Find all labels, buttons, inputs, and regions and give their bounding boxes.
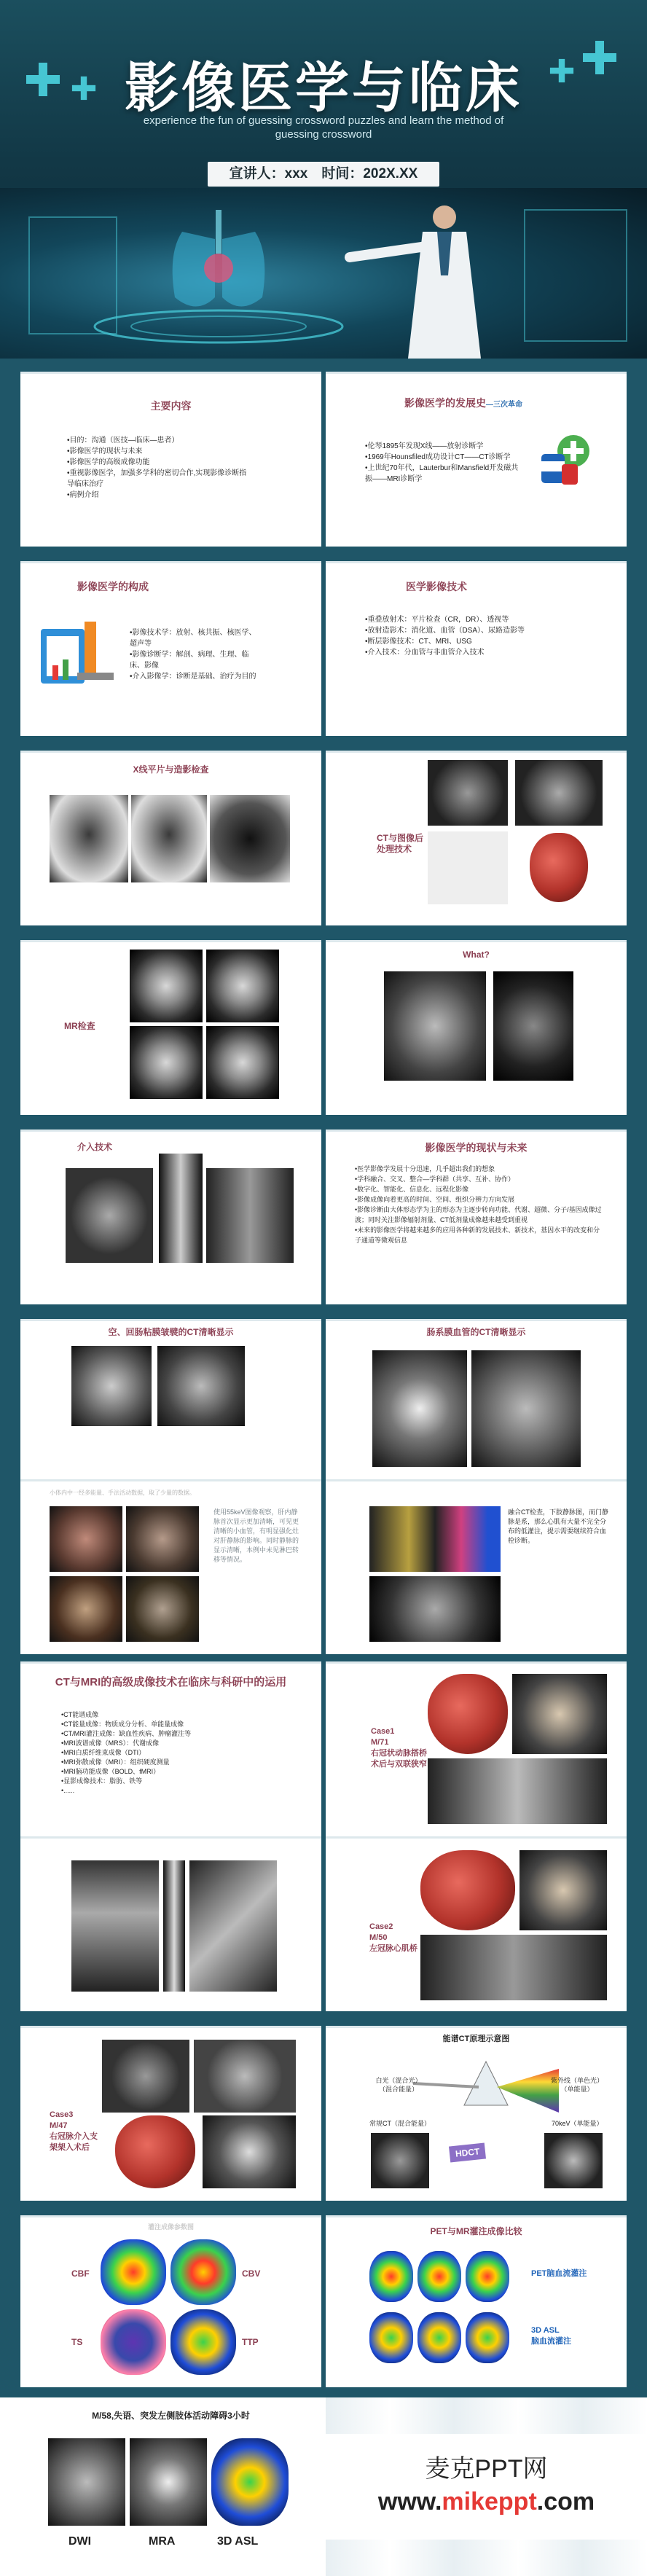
- image-label: DWI: [68, 2535, 92, 2548]
- hologram-scene-image: [0, 188, 647, 359]
- slide-title: 医学影像技术: [406, 581, 467, 592]
- vessel-image: [206, 1168, 294, 1263]
- list-item: •重视影像医学，加强多学科的密切合作,实现影像诊断指导临床治疗: [67, 469, 247, 488]
- slide-case2: [326, 1836, 627, 2011]
- slide-caption: 灌注成像参数图: [147, 2223, 194, 2231]
- ct-liver-image: [50, 1576, 122, 1642]
- coronal-mri-image: [384, 971, 486, 1081]
- ct-heart-image: [194, 2040, 296, 2113]
- list-item: •CT能量成像：物质成分分析、单能量成像: [61, 1720, 184, 1728]
- ct-heart-image: [420, 1935, 607, 2000]
- perfusion-map-image: [170, 2239, 236, 2305]
- slide-ct-mesentery: [326, 1319, 627, 1494]
- hdct-label: HDCT: [449, 2142, 486, 2162]
- pet-image: [466, 2251, 509, 2302]
- slide-xray: [20, 751, 321, 925]
- list-item: •MRI脑功能成像（BOLD、fMRI）: [61, 1768, 160, 1775]
- cover-subtitle: experience the fun of guessing crossword puzzles and learn the method of guessing crossword: [143, 114, 504, 141]
- slide-case3: [20, 2026, 321, 2201]
- list-item: •断层影像技术：CT、MRI、USG: [365, 638, 472, 646]
- composition-list: [130, 627, 261, 682]
- slide-title: PET与MR灌注成像比较: [430, 2226, 522, 2236]
- ct-brain-image: [371, 2133, 429, 2188]
- slide-pet-mr: [326, 2215, 627, 2387]
- ct-3d-image: [428, 831, 508, 904]
- kev-description: 使用55keV图像观察，肝内静脉首次显示更加清晰，可见更清晰的小血管，有明显强化灶对肝静脉的影响。同时静脉的显示清晰，本例中未见淋巴转移等情况。: [213, 1508, 299, 1563]
- fusion-description: 融合CT检查，下肢静脉图，而门静脉是系，那么心肌有大量不完全分布的低灌注，提示需要继续符合血栓诊断。: [508, 1508, 608, 1544]
- list-item: •影像诊断学：解剖、病理、生理、临床、影像: [130, 651, 249, 670]
- stent-image: [159, 1154, 203, 1263]
- ct-chest-image: [515, 760, 603, 826]
- brand-name: 麦克PPT网: [425, 2455, 548, 2483]
- list-item: •学科融合、交叉、整合—学科群（共享、互补、协作）: [355, 1175, 515, 1183]
- perfusion-label: TTP: [242, 2337, 259, 2347]
- slide-title: 能谱CT原理示意图: [442, 2035, 510, 2043]
- slide-status: [326, 1130, 627, 1304]
- brand-url[interactable]: www.mikeppt.com: [377, 2488, 595, 2516]
- list-item: •MRI波谱成像（MRS）：代谢成像: [61, 1739, 160, 1747]
- coronary-image: [519, 1850, 607, 1930]
- heart-3d-image: [420, 1850, 515, 1930]
- list-item: •影像技术学：放射、核共振、核医学、超声等: [130, 629, 256, 648]
- brand-area: [326, 2397, 647, 2576]
- ct-slices-image: [71, 1860, 159, 1992]
- slide-tech: [326, 561, 627, 736]
- decor-stripe: [326, 2397, 647, 2434]
- list-item: •未来的影像医学将越来越多的应用各种新的发展技术、新技术，基因水平的改变和分子通道等微观信息: [355, 1226, 600, 1244]
- image-label: MRA: [149, 2535, 176, 2548]
- brain-mri-image: [130, 1026, 203, 1099]
- slide-ct-post: [326, 751, 627, 925]
- ct-abdomen-image: [71, 1346, 152, 1426]
- ct-liver-image: [126, 1506, 199, 1572]
- slide-title: 影像医学的现状与未来: [425, 1142, 528, 1154]
- slide-history: [326, 372, 627, 547]
- list-item: •放射造影术：消化道、血管（DSA）、尿路造影等: [365, 627, 525, 635]
- status-list: [355, 1164, 603, 1245]
- slide-title: 介入技术: [77, 1142, 113, 1152]
- chest-xray-image: [131, 795, 207, 882]
- footer: [0, 2397, 647, 2576]
- image-label: 3D ASL: [217, 2535, 259, 2548]
- list-item: •1969年Hounsfiled成功设计CT——CT诊断学: [365, 453, 511, 461]
- ct-chest-image: [369, 1576, 501, 1642]
- perfusion-map-image: [101, 2239, 166, 2305]
- chest-xray-image: [50, 795, 128, 882]
- ct-liver-image: [126, 1576, 199, 1642]
- list-item: •上世纪70年代，Lauterbur和Mansfield开发磁共振——MRI诊断学: [365, 464, 519, 483]
- slide-title: CT与MRI的高级成像技术在临床与科研中的运用: [55, 1676, 287, 1688]
- slide-energy: [326, 2026, 627, 2201]
- perfusion-map-image: [170, 2309, 236, 2375]
- brain-mri-image: [206, 1026, 279, 1099]
- pet-label: PET脑血流灌注: [531, 2269, 587, 2278]
- list-item: •病例介绍: [67, 491, 99, 499]
- slide-mr: [20, 940, 321, 1115]
- list-item: •影像诊断由大体形态学为主的形态为主逐步转向功能、代谢、超微、分子/基因成像过渡；同时关注影像辐射剂量、CT低剂量成像越来越受到重视: [355, 1206, 602, 1224]
- list-item: •显影成像技术：脂肪、铁等: [61, 1777, 143, 1785]
- slide-what: [326, 940, 627, 1115]
- slide-title: 空、回肠粘膜皱襞的CT清晰显示: [108, 1327, 234, 1337]
- case-label: Case3 M/47 右冠脉介入支架架入术后: [50, 2110, 98, 2152]
- heart-3d-image: [530, 833, 588, 902]
- perfusion-label: TS: [71, 2337, 83, 2347]
- ct-abdomen-image: [471, 1350, 581, 1467]
- slide-title: 影像医学的构成: [77, 581, 149, 592]
- advanced-list: [61, 1710, 280, 1796]
- list-item: •医学影像学发展十分迅速，几乎超出我们的想象: [355, 1165, 495, 1172]
- perfusion-label: CBF: [71, 2268, 90, 2279]
- slide-fusion: [326, 1479, 627, 1654]
- case-label: Case1 M/71 右冠状动脉搭桥术后与双联狭窄: [371, 1727, 427, 1769]
- case-label: Case2 M/50 左冠脉心肌桥: [369, 1922, 417, 1953]
- asl-image: [369, 2312, 413, 2363]
- list-item: •介入技术：分血管与非血管介入技术: [365, 649, 485, 657]
- asl-image: [466, 2312, 509, 2363]
- lab-illustration-icon: [34, 614, 121, 694]
- vessel-3d-image: [372, 1350, 467, 1467]
- list-item: •MRI白质纤维束成像（DTI）: [61, 1749, 146, 1756]
- coronary-cpr-image: [428, 1758, 607, 1824]
- list-item: •影像医学的现状与未来: [67, 447, 143, 455]
- slide-intervention: [20, 1130, 321, 1304]
- slide-case-final: [20, 2397, 321, 2576]
- slide-case1: [326, 1661, 627, 1836]
- brain-mri-image: [130, 950, 203, 1022]
- perfusion-map-image: [101, 2309, 166, 2375]
- brain-mri-image: [206, 950, 279, 1022]
- slide-perfusion: [20, 2215, 321, 2387]
- stent-image: [163, 1860, 185, 1992]
- ct-chest-image: [428, 760, 508, 826]
- sagittal-mri-image: [493, 971, 573, 1081]
- slide-coronary-cpr: [20, 1836, 321, 2011]
- slide-kev: [20, 1479, 321, 1654]
- heart-3d-image: [115, 2115, 195, 2188]
- list-item: •MRI弥散成像（MRI）：组织硬度测量: [61, 1758, 170, 1766]
- ct-aorta-image: [66, 1168, 153, 1263]
- list-item: •......: [61, 1787, 75, 1794]
- list-item: •CT能谱成像: [61, 1711, 99, 1718]
- cover-banner: [0, 0, 647, 359]
- energy-label: 常规CT（混合能量）: [369, 2120, 431, 2127]
- slide-title: What?: [463, 950, 490, 960]
- dwi-image: [48, 2438, 125, 2526]
- slide-caption: 小体内中一经多能量、手法活动数据，取了少量的数据。: [50, 1489, 195, 1496]
- perfusion-label: CBV: [242, 2268, 261, 2279]
- energy-label: 70keV（单能量）: [552, 2120, 603, 2127]
- tech-list: [365, 614, 584, 658]
- vessel-cpr-image: [189, 1860, 277, 1992]
- history-list: [365, 441, 525, 485]
- ct-abdomen-image: [157, 1346, 245, 1426]
- decor-stripe: [326, 2540, 647, 2576]
- list-item: •CT/MRI灌注成像：缺血性疾病、肿瘤灌注等: [61, 1730, 192, 1737]
- coronary-image: [512, 1674, 607, 1754]
- pet-image: [417, 2251, 461, 2302]
- contents-list: [67, 435, 249, 501]
- ct-heart-image: [102, 2040, 189, 2113]
- list-item: •重叠放射术：平片检查（CR，DR）、透视等: [365, 616, 509, 624]
- list-item: •影像成像向着更高的时间、空间、组织分辨力方向发展: [355, 1196, 515, 1203]
- list-item: •影像医学的高级成像功能: [67, 458, 150, 466]
- list-item: •数字化、智能化、信息化、远程化影像: [355, 1186, 469, 1193]
- medicine-icon: [537, 429, 595, 488]
- heart-3d-image: [428, 1674, 508, 1754]
- list-item: •伦琴1895年发现X线——放射诊断学: [365, 442, 484, 450]
- slide-title: CT与图像后处理技术: [377, 833, 423, 854]
- slide-contents: [20, 372, 321, 547]
- slide-title: 影像医学的发展史—三次革命: [404, 397, 522, 409]
- slide-title: MR检查: [64, 1021, 95, 1031]
- fusion-ct-image: [369, 1506, 501, 1572]
- angiography-image: [210, 795, 290, 882]
- coronary-image: [203, 2115, 296, 2188]
- slide-ct-bowel: [20, 1319, 321, 1494]
- list-item: •目的：沟通（医技—临床—患者）: [67, 436, 179, 445]
- speaker-bar: 宣讲人：xxx 时间：202X.XX: [208, 162, 439, 187]
- slide-title: M/58,失语、突发左侧肢体活动障碍3小时: [92, 2411, 250, 2421]
- slide-title: 肠系膜血管的CT清晰显示: [426, 1327, 526, 1337]
- asl-label: 3D ASL 脑血流灌注: [531, 2326, 571, 2346]
- slide-title: 主要内容: [150, 400, 192, 412]
- cover-title: 影像医学与临床: [125, 58, 522, 118]
- slide-title: X线平片与造影检查: [133, 764, 209, 775]
- ct-liver-image: [50, 1506, 122, 1572]
- energy-label: 白光（混合光） （混合能量）: [375, 2077, 422, 2093]
- asl-image: [211, 2438, 289, 2526]
- energy-label: 紫外线（单色光） （单能量）: [550, 2077, 603, 2093]
- slide-composition: [20, 561, 321, 736]
- ct-brain-image: [544, 2133, 603, 2188]
- slide-advanced: [20, 1661, 321, 1836]
- pet-image: [369, 2251, 413, 2302]
- asl-image: [417, 2312, 461, 2363]
- mra-image: [130, 2438, 207, 2526]
- list-item: •介入影像学：诊断是基础、治疗为目的: [130, 673, 256, 681]
